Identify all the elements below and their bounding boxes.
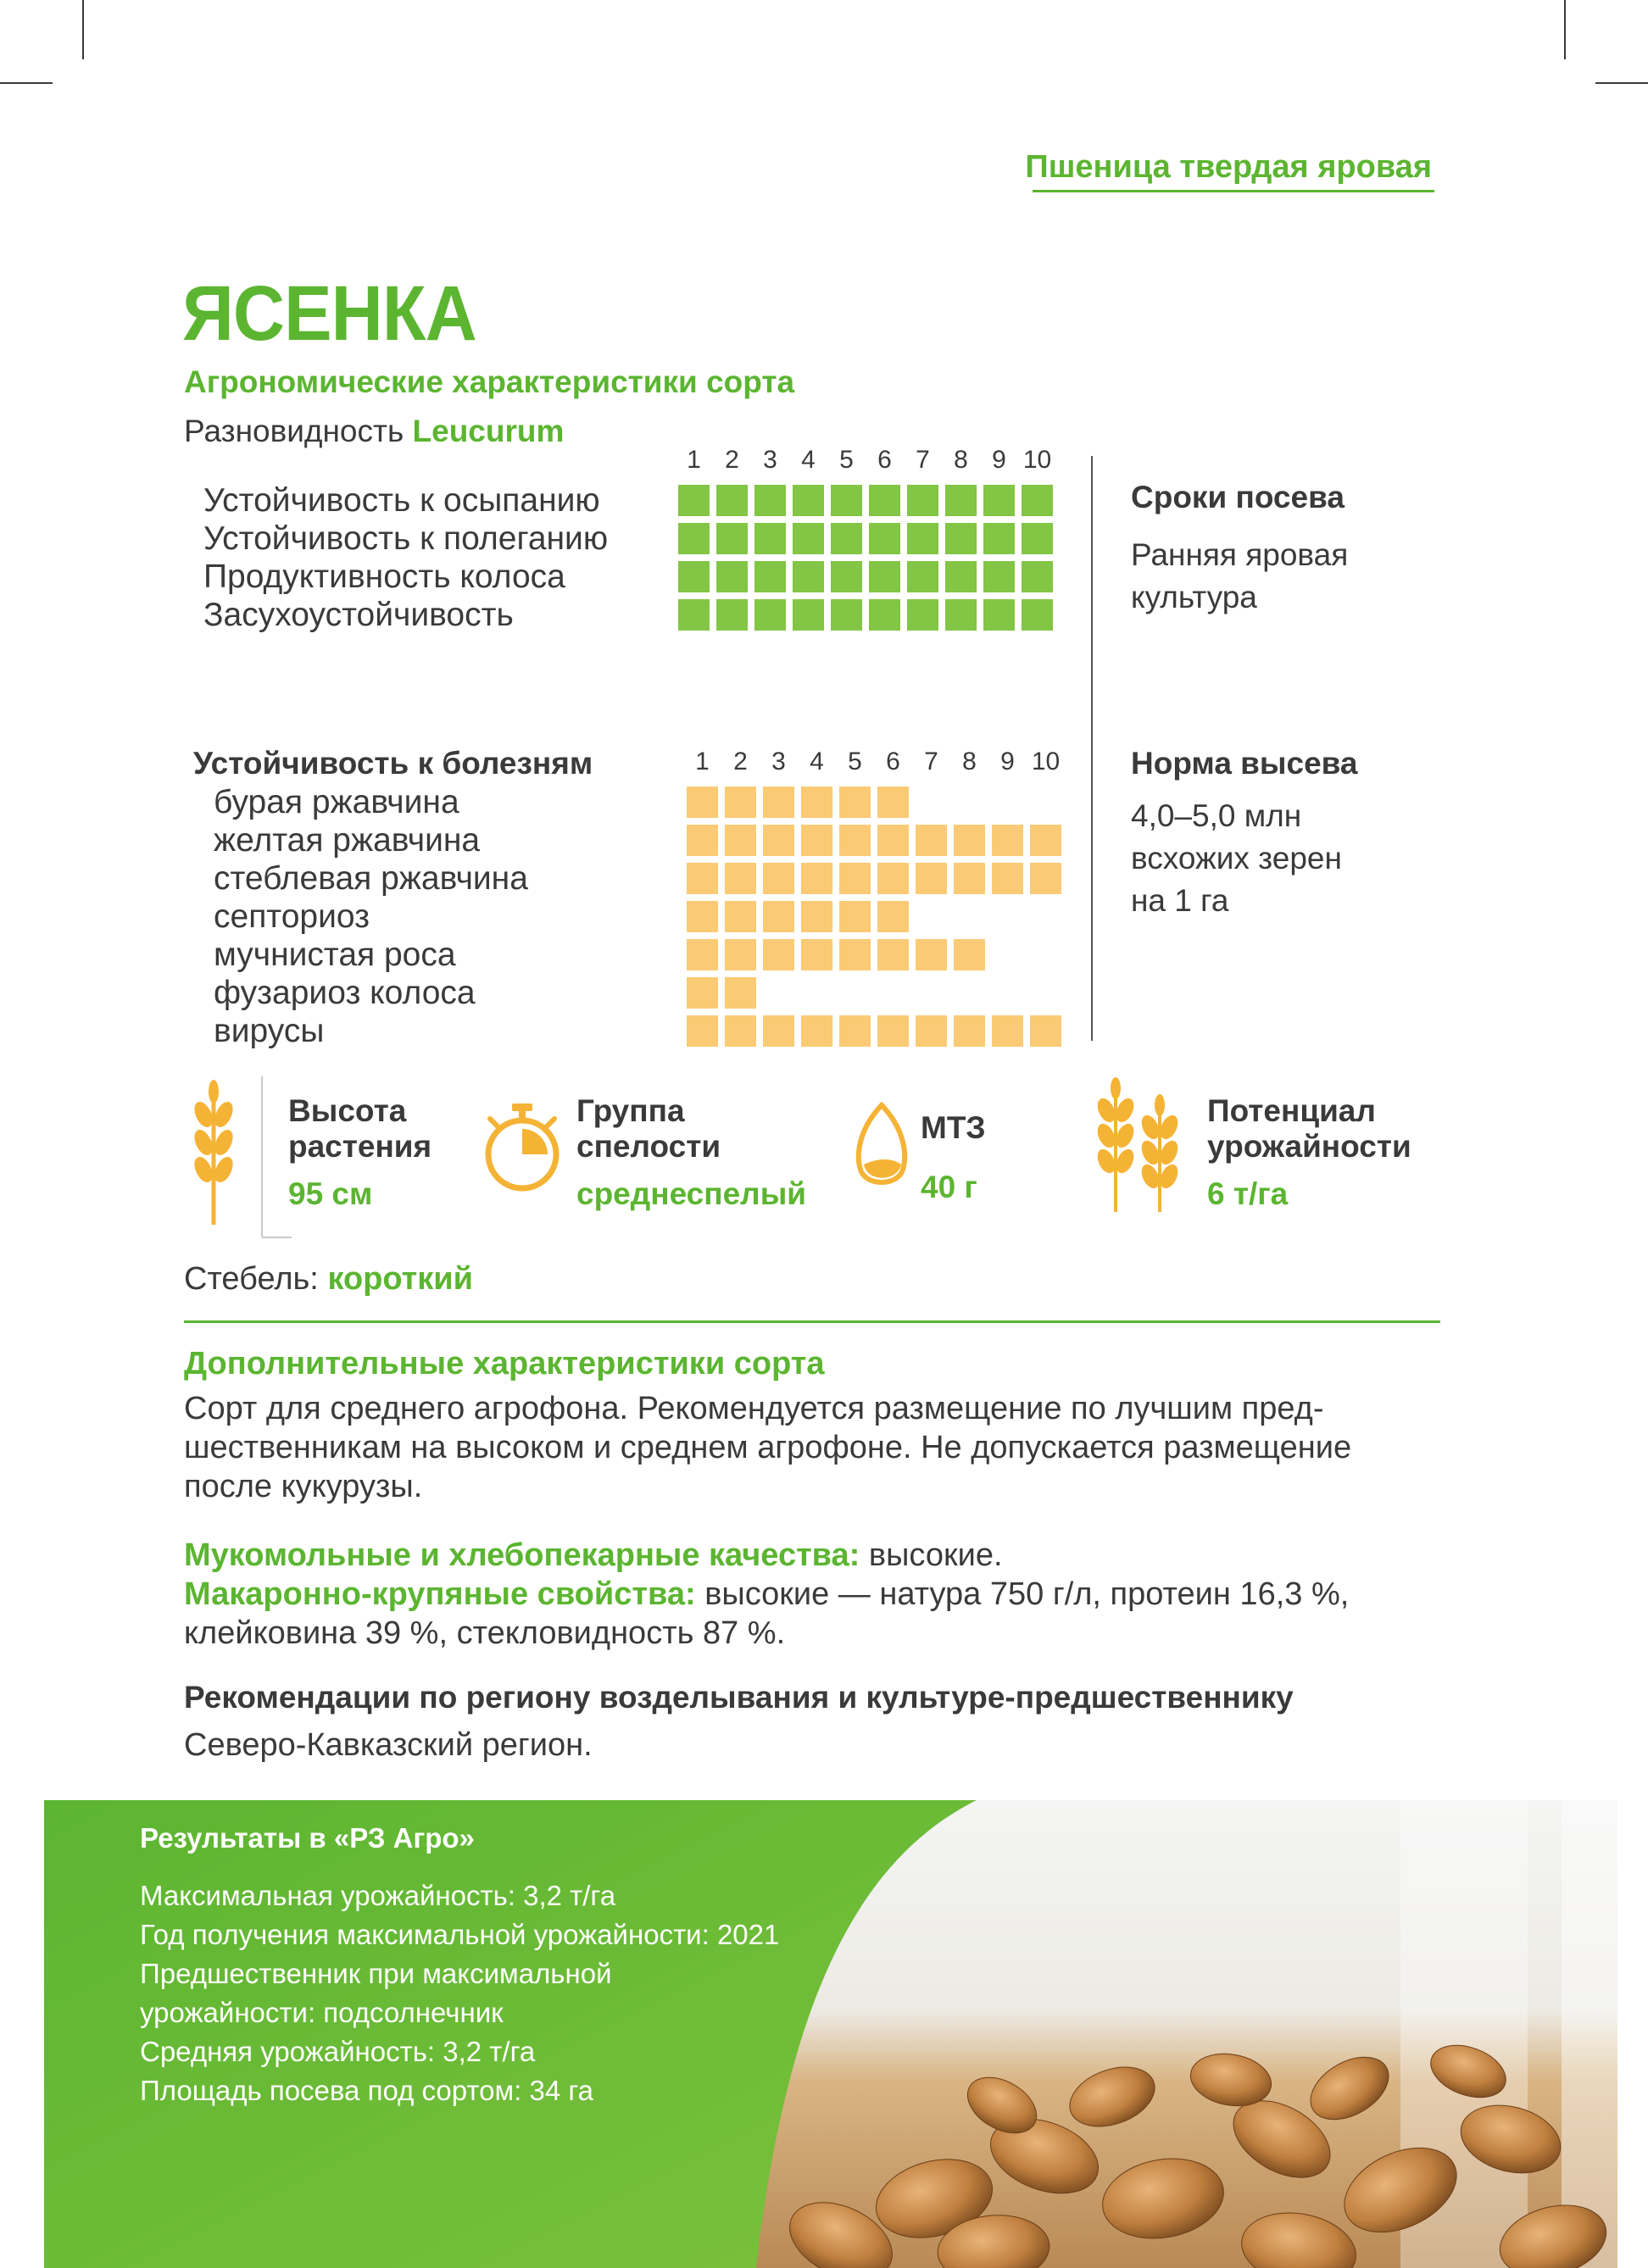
- score-cell: [869, 561, 900, 592]
- additional-section: [184, 1346, 1447, 1506]
- score-cell: [954, 863, 985, 894]
- score-cell: [716, 485, 748, 516]
- score-cell: [725, 787, 756, 818]
- score-cell: [754, 599, 786, 631]
- score-cell: [907, 561, 938, 592]
- score-cell: [678, 523, 710, 554]
- agro-score-row: [678, 485, 1060, 523]
- scale-number: 7: [916, 446, 930, 474]
- milling-label: Мукомольные и хлебопекарные качества:: [184, 1537, 860, 1573]
- score-cell: [1022, 599, 1053, 631]
- scale-number: 8: [954, 446, 968, 474]
- score-cell: [916, 863, 947, 894]
- agro-score-row: [678, 599, 1060, 637]
- score-cell: [945, 561, 977, 592]
- variety-type: [184, 414, 564, 449]
- score-cell: [983, 599, 1015, 631]
- disease-score-row: [687, 825, 1068, 863]
- score-cell: [916, 1015, 947, 1047]
- score-cell: [754, 485, 786, 516]
- score-cell: [793, 485, 824, 516]
- disease-score-row: [687, 901, 1068, 939]
- score-cell: [877, 787, 909, 818]
- score-cell: [839, 901, 871, 932]
- region-value: Северо-Кавказский регион.: [184, 1727, 593, 1763]
- stem-info: [184, 1259, 473, 1298]
- variety-type-value: Leucurum: [412, 414, 565, 448]
- score-cell: [831, 485, 862, 516]
- score-cell: [793, 523, 824, 554]
- score-cell: [725, 825, 756, 856]
- scale-number: 2: [733, 748, 748, 775]
- agro-score-grid: [678, 485, 1060, 637]
- score-cell: [954, 1015, 985, 1047]
- agro-trait-label: Продуктивность колоса: [203, 559, 565, 595]
- score-cell: [754, 523, 786, 554]
- score-cell: [725, 863, 756, 894]
- height-text: [288, 1093, 431, 1212]
- score-cell: [763, 901, 794, 932]
- agro-trait-label: Устойчивость к полеганию: [203, 520, 609, 557]
- score-cell: [983, 523, 1015, 554]
- crop-mark: [82, 0, 84, 59]
- column-divider: [1091, 456, 1093, 1041]
- score-cell: [725, 939, 756, 970]
- score-cell: [678, 485, 710, 516]
- score-cell: [907, 599, 938, 631]
- score-cell: [839, 1015, 871, 1047]
- score-cell: [725, 1015, 756, 1047]
- score-cell: [687, 977, 718, 1009]
- crop-mark: [1595, 82, 1648, 84]
- agro-trait-label: Засухоустойчивость: [203, 597, 514, 633]
- results-line: Предшественник при максимальной: [140, 1958, 612, 1989]
- results-line: Максимальная урожайность: 3,2 т/га: [140, 1880, 616, 1911]
- disease-labels: [214, 783, 528, 1050]
- variety-name: ЯСЕНКА: [182, 270, 476, 357]
- tgw-value: 40 г: [921, 1170, 977, 1204]
- score-cell: [716, 599, 748, 631]
- score-cell: [831, 561, 862, 592]
- yield-title: урожайности: [1207, 1129, 1411, 1164]
- score-cell: [945, 523, 977, 554]
- score-cell: [869, 523, 900, 554]
- score-cell: [916, 825, 947, 856]
- score-cell: [793, 599, 824, 631]
- score-cell: [678, 561, 710, 592]
- disease-score-grid: [687, 787, 1068, 1053]
- score-cell: [687, 1015, 718, 1047]
- crop-mark: [0, 82, 53, 84]
- seeding-rate-line: 4,0–5,0 млн: [1131, 798, 1302, 833]
- score-cell: [839, 825, 871, 856]
- category-title: Пшеница твердая яровая: [1025, 149, 1432, 185]
- score-cell: [954, 825, 985, 856]
- score-cell: [877, 825, 909, 856]
- agro-trait-labels: [203, 481, 608, 634]
- crop-mark: [1564, 0, 1566, 59]
- scale-number: 1: [695, 748, 710, 775]
- height-title: растения: [288, 1129, 432, 1164]
- seeding-rate-value: [1131, 795, 1358, 922]
- milling-value: высокие.: [868, 1537, 1003, 1573]
- score-cell: [992, 825, 1023, 856]
- score-cell: [801, 863, 832, 894]
- score-cell: [763, 939, 794, 970]
- region-section: [184, 1680, 1456, 1765]
- yield-value: 6 т/га: [1207, 1176, 1289, 1211]
- scale-number: 4: [801, 446, 816, 474]
- scale-number: 5: [848, 748, 862, 775]
- score-cell: [983, 485, 1015, 516]
- seeding-rate: [1131, 746, 1358, 922]
- score-cell: [1030, 863, 1061, 894]
- score-cell: [945, 599, 977, 631]
- tgw-title: МТЗ: [921, 1110, 986, 1145]
- scale-number: 5: [839, 446, 854, 474]
- score-cell: [877, 901, 909, 932]
- disease-score-row: [687, 863, 1068, 901]
- maturity-title: Группа: [576, 1093, 685, 1128]
- disease-score-row: [687, 787, 1068, 825]
- seeding-rate-heading: Норма высева: [1131, 746, 1358, 781]
- additional-line: после кукурузы.: [184, 1469, 423, 1504]
- scale-number: 6: [886, 748, 900, 775]
- sowing-time: [1131, 480, 1348, 619]
- score-cell: [801, 787, 832, 818]
- score-cell: [716, 523, 748, 554]
- stopwatch-icon: [480, 1102, 565, 1195]
- agro-scale: [675, 446, 1056, 475]
- score-cell: [992, 1015, 1023, 1047]
- score-cell: [877, 1015, 909, 1047]
- stem-value: короткий: [327, 1261, 473, 1297]
- disease-label: мучнистая роса: [214, 937, 456, 973]
- score-cell: [907, 523, 938, 554]
- score-cell: [1030, 1015, 1061, 1047]
- score-cell: [839, 863, 871, 894]
- seeding-rate-line: на 1 га: [1131, 883, 1229, 918]
- score-cell: [954, 939, 985, 970]
- scale-number: 4: [810, 748, 824, 775]
- score-cell: [839, 939, 871, 970]
- height-title: Высота: [288, 1093, 407, 1128]
- pasta-line2: клейковина 39 %, стекловидность 87 %.: [184, 1615, 786, 1651]
- sowing-time-heading: Сроки посева: [1131, 480, 1345, 514]
- scale-number: 10: [1031, 748, 1061, 775]
- variety-type-label: Разновидность: [184, 414, 404, 448]
- results-text: [140, 1822, 779, 2110]
- additional-line: Сорт для среднего агрофона. Рекомендуется размещение по лучшим пред-: [184, 1391, 1324, 1426]
- disease-scale: [683, 748, 1065, 776]
- scale-number: 9: [992, 446, 1006, 474]
- score-cell: [1022, 523, 1053, 554]
- disease-label: септориоз: [214, 898, 370, 935]
- disease-score-row: [687, 939, 1068, 977]
- pasta-label: Макаронно-крупяные свойства:: [184, 1576, 696, 1612]
- yield-text: [1207, 1093, 1411, 1212]
- agro-trait-label: Устойчивость к осыпанию: [203, 482, 600, 519]
- sowing-time-line: Ранняя яровая: [1131, 537, 1349, 572]
- score-cell: [1022, 485, 1053, 516]
- maturity-title: спелости: [576, 1129, 721, 1164]
- score-cell: [801, 1015, 832, 1047]
- quality-section: [184, 1536, 1456, 1653]
- seeding-rate-line: всхожих зерен: [1131, 841, 1342, 876]
- category-underline: [1033, 190, 1434, 192]
- score-cell: [877, 863, 909, 894]
- disease-label: бурая ржавчина: [214, 784, 459, 820]
- score-cell: [678, 599, 710, 631]
- score-cell: [763, 863, 794, 894]
- disease-score-row: [687, 977, 1068, 1015]
- grain-seed-icon: [852, 1102, 911, 1195]
- score-cell: [945, 485, 977, 516]
- scale-number: 7: [924, 748, 938, 775]
- scale-number: 3: [771, 748, 786, 775]
- results-line: Год получения максимальной урожайности: 2021: [140, 1919, 780, 1950]
- scale-number: 8: [962, 748, 977, 775]
- region-heading: Рекомендации по региону возделывания и культуре-предшественнику: [184, 1680, 1294, 1715]
- scale-number: 2: [725, 446, 739, 474]
- agro-score-row: [678, 561, 1060, 599]
- results-heading: Результаты в «РЗ Агро»: [140, 1822, 475, 1854]
- score-cell: [983, 561, 1015, 592]
- score-cell: [763, 1015, 794, 1047]
- results-line: Площадь посева под сортом: 34 га: [140, 2075, 594, 2106]
- score-cell: [725, 977, 756, 1009]
- score-cell: [687, 939, 718, 970]
- section-divider: [184, 1320, 1440, 1323]
- yield-title: Потенциал: [1207, 1093, 1376, 1128]
- score-cell: [793, 561, 824, 592]
- score-cell: [763, 787, 794, 818]
- results-line: Средняя урожайность: 3,2 т/га: [140, 2036, 536, 2067]
- scale-number: 10: [1022, 446, 1052, 474]
- stem-label: Стебель:: [184, 1261, 319, 1297]
- score-cell: [916, 939, 947, 970]
- score-cell: [869, 485, 900, 516]
- additional-line: шественникам на высоком и среднем агрофоне. Не допускается размещение: [184, 1430, 1352, 1465]
- disease-label: желтая ржавчина: [214, 822, 481, 859]
- pasta-value: высокие — натура 750 г/л, протеин 16,3 %,: [704, 1576, 1350, 1612]
- score-cell: [831, 599, 862, 631]
- scale-number: 1: [687, 446, 701, 474]
- score-cell: [801, 939, 832, 970]
- disease-label: стеблевая ржавчина: [214, 860, 528, 897]
- score-cell: [869, 599, 900, 631]
- maturity-value: среднеспелый: [576, 1176, 807, 1211]
- score-cell: [907, 485, 938, 516]
- score-cell: [801, 825, 832, 856]
- score-cell: [992, 863, 1023, 894]
- additional-heading: Дополнительные характеристики сорта: [184, 1346, 825, 1381]
- scale-number: 3: [763, 446, 777, 474]
- score-cell: [754, 561, 786, 592]
- disease-label: вирусы: [214, 1013, 325, 1049]
- results-line: урожайности: подсолнечник: [140, 1997, 504, 2028]
- scale-number: 6: [877, 446, 892, 474]
- score-cell: [877, 939, 909, 970]
- score-cell: [725, 901, 756, 932]
- score-cell: [1022, 561, 1053, 592]
- disease-label: фузариоз колоса: [214, 975, 476, 1011]
- tgw-text: [921, 1110, 986, 1205]
- score-cell: [839, 787, 871, 818]
- wheat-pair-icon: [1088, 1076, 1190, 1216]
- score-cell: [687, 901, 718, 932]
- score-cell: [801, 901, 832, 932]
- agro-heading: Агрономические характеристики сорта: [184, 364, 795, 399]
- score-cell: [687, 863, 718, 894]
- score-cell: [716, 561, 748, 592]
- maturity-text: [576, 1093, 806, 1212]
- sowing-time-value: [1131, 534, 1348, 619]
- score-cell: [763, 825, 794, 856]
- score-cell: [1030, 825, 1061, 856]
- score-cell: [831, 523, 862, 554]
- score-cell: [687, 825, 718, 856]
- sowing-time-line: культура: [1131, 580, 1257, 614]
- disease-heading: Устойчивость к болезням: [193, 746, 593, 781]
- score-cell: [687, 787, 718, 818]
- scale-number: 9: [1000, 748, 1015, 775]
- height-value: 95 см: [288, 1176, 373, 1211]
- agro-score-row: [678, 523, 1060, 561]
- disease-score-row: [687, 1015, 1068, 1053]
